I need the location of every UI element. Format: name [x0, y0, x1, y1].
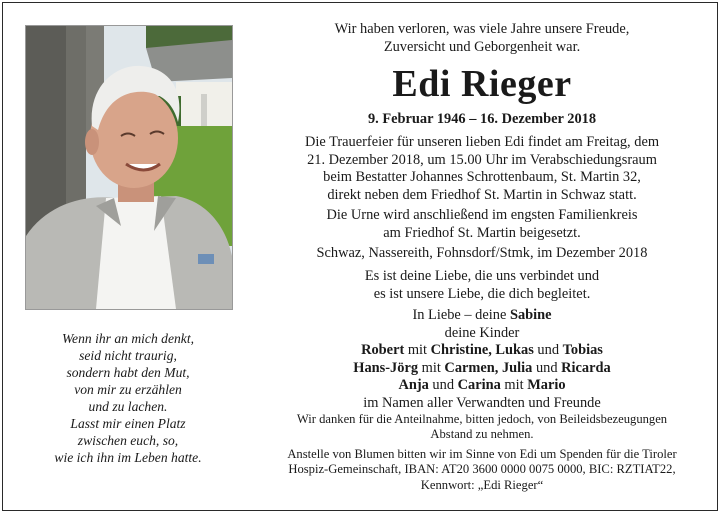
love-text: Es ist deine Liebe, die uns verbindet und es ist unsere Liebe, die dich begleitet.: [364, 268, 600, 302]
deceased-name: Edi Rieger: [392, 63, 572, 105]
family-list: [258, 307, 706, 413]
life-dates: 9. Februar 1946 – 16. Dezember 2018: [367, 111, 597, 127]
poem-line: seid nicht traurig,: [79, 348, 177, 363]
family-line: In Liebe – deine Sabine: [412, 307, 552, 323]
place-date: Schwaz, Nassereith, Fohnsdorf/Stmk, im Dezember 2018: [316, 245, 648, 261]
family-line: Anja und Carina mit Mario: [398, 377, 566, 394]
poem-line: wie ich ihn im Leben hatte.: [54, 450, 202, 465]
poem-line: von mir zu erzählen: [74, 382, 182, 397]
ceremony-text: Die Trauerfeier für unseren lieben Edi findet am Freitag, dem 21. Dezember 2018, um 15.00 Uhr im Verabschiedungsraum beim Bestatter Johannes Schrottenbaum, St. Martin 32, direkt neben dem Friedhof St. Martin in Schwaz statt.: [304, 134, 660, 203]
portrait-image: [26, 26, 232, 309]
urn-text: Die Urne wird anschließend im engsten Familienkreis am Friedhof St. Martin beigesetzt.: [326, 207, 638, 241]
family-line: Robert mit Christine, Lukas und Tobias: [361, 342, 603, 359]
poem: [24, 330, 232, 466]
poem-line: Lasst mir einen Platz: [70, 416, 186, 431]
family-line: deine Kinder: [444, 324, 520, 341]
poem-line: und zu lachen.: [88, 399, 168, 414]
donation-text: Anstelle von Blumen bitten wir im Sinne von Edi um Spenden für die Tiroler Hospiz-Gemeinschaft, IBAN: AT20 3600 0000 0075 0000, BIC: RZTIAT22, Kennwort: „Edi Rieger“: [287, 447, 677, 492]
poem-line: sondern habt den Mut,: [66, 365, 190, 380]
intro-text: Wir haben verloren, was viele Jahre unsere Freude, Zuversicht und Geborgenheit war.: [334, 21, 630, 55]
portrait-photo: [25, 25, 233, 310]
family-line: im Namen aller Verwandten und Freunde: [363, 394, 601, 411]
thanks-text: Wir danken für die Anteilnahme, bitten jedoch, von Beileidsbezeugungen Abstand zu nehmen.: [296, 412, 668, 442]
family-line: Hans-Jörg mit Carmen, Julia und Ricarda: [353, 359, 611, 376]
poem-line: zwischen euch, so,: [77, 433, 179, 448]
poem-line: Wenn ihr an mich denkt,: [61, 331, 194, 346]
